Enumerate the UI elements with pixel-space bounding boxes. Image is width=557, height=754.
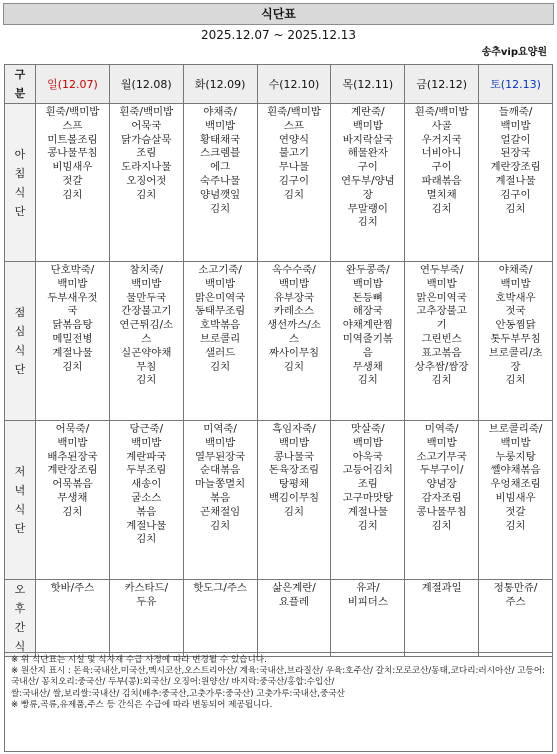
menu-item: 표고볶음	[421, 346, 462, 359]
menu-item: 구이	[357, 161, 378, 174]
menu-cell	[36, 262, 110, 421]
note-line: ※ 위 식단표는 시설 및 식자재 수급 사정에 따라 변경될 수 있습니다.	[11, 655, 267, 665]
menu-item: 김치	[136, 533, 157, 546]
menu-item: 스프	[62, 119, 83, 132]
menu-item: 핫바/주스	[50, 582, 95, 594]
menu-item: 김치	[357, 216, 378, 229]
menu-item: 굴소스	[131, 491, 162, 504]
menu-item: 흰죽/백미밥	[414, 106, 469, 118]
menu-item: 계절나물	[495, 174, 536, 187]
menu-cell	[183, 580, 257, 657]
menu-item: 백미밥	[500, 119, 531, 132]
menu-item: 젓갈	[62, 174, 83, 187]
menu-cell	[479, 580, 553, 657]
menu-item: 두유	[136, 595, 157, 608]
menu-item: 백미밥	[205, 277, 236, 290]
menu-item: 콩나물국	[273, 450, 315, 463]
meal-label-lunch: 점심식단	[5, 262, 36, 421]
menu-item: 안동찜닭	[495, 319, 536, 332]
menu-item: 어묵국	[131, 119, 162, 132]
menu-item: 야채죽/	[203, 106, 237, 118]
menu-item: 단호박죽/	[50, 264, 95, 276]
menu-item: 곤채절임	[200, 505, 241, 518]
menu-item: 비빔새우	[495, 491, 536, 504]
menu-item: 김구이	[278, 174, 310, 187]
menu-item: 계절나물	[347, 505, 388, 518]
menu-item: 볶음	[210, 491, 231, 504]
menu-item: 정통만쥬/	[493, 582, 538, 594]
menu-cell	[257, 580, 331, 657]
menu-item: 김치	[210, 360, 231, 373]
menu-cell	[331, 421, 405, 580]
menu-item: 백미밥	[57, 436, 88, 449]
menu-item: 우엉채조림	[490, 478, 541, 491]
menu-item: 장	[510, 360, 521, 373]
menu-item: 계절나물	[126, 519, 167, 532]
menu-item: 돈등뼈	[352, 291, 383, 304]
menu-item: 연근튀김/소	[119, 319, 174, 332]
menu-item: 젓갈	[505, 505, 526, 518]
menu-item: 미역죽/	[203, 423, 237, 435]
menu-cell	[257, 421, 331, 580]
menu-item: 고등어김치	[342, 464, 393, 477]
menu-item: 야채계란찜	[342, 319, 393, 332]
meal-row-lunch	[5, 262, 553, 421]
menu-item: 백미밥	[278, 436, 310, 449]
menu-item: 계란파국	[126, 450, 167, 463]
organization-name: 송추vip요양원	[481, 47, 547, 58]
menu-item: 요플레	[278, 595, 310, 608]
menu-item: 상추쌈/쌈장	[414, 360, 469, 373]
menu-item: 백미밥	[426, 277, 457, 290]
menu-cell	[109, 262, 183, 421]
menu-item: 구이	[431, 161, 452, 174]
meal-label-breakfast: 아침식단	[5, 104, 36, 262]
meal-row-snack	[5, 580, 553, 657]
menu-item: 맛살죽/	[350, 423, 385, 435]
menu-item: 김치	[505, 374, 526, 387]
menu-item: 메밀전병	[52, 332, 93, 345]
menu-cell	[257, 262, 331, 421]
menu-item: 짜사이무침	[268, 346, 320, 359]
menu-item: 무말랭이	[347, 202, 388, 215]
menu-title: 식단표	[3, 3, 554, 25]
menu-item: 간장불고기	[121, 305, 172, 318]
menu-item: 김치	[283, 188, 304, 201]
menu-item: 계란장조림	[47, 464, 98, 477]
menu-item: 아욱국	[352, 450, 383, 463]
menu-item: 백미밥	[500, 277, 531, 290]
menu-item: 흑임자죽/	[272, 423, 316, 435]
meal-label-dinner: 저녁식단	[5, 421, 36, 580]
menu-item: 당근죽/	[129, 423, 164, 435]
menu-item: 탕평채	[278, 478, 310, 491]
corner-label: 구분	[5, 65, 36, 104]
menu-item: 김치	[431, 519, 452, 532]
menu-item: 콩나물무침	[47, 147, 98, 160]
menu-item: 김치	[357, 519, 378, 532]
menu-item: 백미밥	[57, 277, 88, 290]
menu-item: 백미밥	[205, 436, 236, 449]
menu-cell	[36, 421, 110, 580]
menu-item: 황태채국	[200, 133, 241, 146]
menu-item: 호박볶음	[200, 319, 241, 332]
menu-item: 비피더스	[347, 595, 388, 608]
menu-item: 기	[436, 319, 447, 332]
menu-cell	[183, 104, 257, 262]
menu-item: 맑은미역국	[416, 291, 467, 304]
day-header-sun: 일(12.07)	[36, 65, 110, 104]
menu-item: 스	[288, 332, 299, 345]
menu-item: 감자조림	[421, 491, 462, 504]
menu-item: 백미밥	[278, 277, 310, 290]
menu-item: 해장국	[352, 305, 383, 318]
menu-cell	[183, 262, 257, 421]
menu-item: 두부조림	[126, 464, 167, 477]
menu-item: 브로콜리/초	[488, 346, 543, 359]
menu-item: 장	[362, 188, 373, 201]
menu-item: 연두부/양념	[340, 174, 395, 187]
menu-item: 양념장	[426, 478, 457, 491]
menu-item: 쏄야채볶음	[490, 464, 541, 477]
menu-item: 백미밥	[131, 277, 162, 290]
meal-row-dinner	[5, 421, 553, 580]
menu-cell	[479, 262, 553, 421]
menu-item: 스프	[283, 119, 304, 132]
menu-cell	[405, 421, 479, 580]
menu-item: 얼갈이	[500, 133, 531, 146]
menu-item: 닭볶음탕	[52, 319, 93, 332]
menu-item: 김치	[505, 202, 526, 215]
menu-item: 들깨죽/	[498, 106, 533, 118]
menu-item: 참치죽/	[129, 264, 164, 276]
menu-cell	[36, 580, 110, 657]
menu-item: 옥수수죽/	[272, 264, 316, 276]
menu-item: 파래볶음	[421, 174, 462, 187]
menu-item: 두부구이/	[419, 464, 464, 477]
menu-item: 흰죽/백미밥	[267, 106, 321, 118]
menu-item: 젓국	[505, 305, 526, 318]
menu-item: 백미밥	[352, 119, 383, 132]
menu-item: 김치	[505, 519, 526, 532]
menu-item: 계절나물	[52, 346, 93, 359]
menu-cell	[479, 421, 553, 580]
day-header-mon: 월(12.08)	[109, 65, 183, 104]
day-header-row	[5, 65, 553, 104]
menu-item: 백미밥	[426, 436, 457, 449]
menu-item: 호박새우	[495, 291, 536, 304]
menu-item: 샐러드	[205, 346, 236, 359]
day-header-wed: 수(12.10)	[257, 65, 331, 104]
menu-item: 미역죽/	[424, 423, 459, 435]
menu-item: 돈육장조림	[268, 464, 320, 477]
menu-item: 백미밥	[352, 436, 383, 449]
day-header-thu: 목(12.11)	[331, 65, 405, 104]
menu-item: 우거지국	[421, 133, 462, 146]
menu-item: 해물완자	[347, 147, 388, 160]
weekly-menu-table	[4, 64, 553, 657]
menu-item: 계절과일	[421, 582, 462, 594]
menu-item: 김치	[283, 360, 304, 373]
menu-item: 김치	[283, 505, 304, 518]
menu-item: 김치	[62, 505, 83, 518]
menu-item: 미역줄기볶	[342, 332, 393, 345]
menu-item: 음	[362, 346, 373, 359]
menu-item: 국	[67, 305, 78, 318]
day-header-tue: 화(12.09)	[183, 65, 257, 104]
menu-item: 김치	[210, 202, 231, 215]
menu-cell	[405, 104, 479, 262]
menu-item: 맑은미역국	[195, 291, 246, 304]
menu-item: 유과/	[356, 582, 380, 594]
menu-cell	[183, 421, 257, 580]
menu-item: 스	[141, 332, 152, 345]
menu-item: 어묵죽/	[55, 423, 90, 435]
menu-item: 백미밥	[352, 277, 383, 290]
meal-row-breakfast	[5, 104, 553, 262]
menu-item: 흰죽/백미밥	[119, 106, 174, 118]
menu-item: 김치	[431, 374, 452, 387]
meal-label-snack: 오후간식	[5, 580, 36, 657]
menu-item: 열무된장국	[195, 450, 246, 463]
note-line: 쌀:국내산/ 쌀,보리쌀:국내산/ 김치(배추:중국산,고춧가루:중국산) 고춧가루:국내산,중국산	[11, 688, 345, 699]
menu-item: 된장국	[500, 147, 531, 160]
menu-item: 완두콩죽/	[345, 264, 390, 276]
menu-item: 동태무조림	[195, 305, 246, 318]
menu-item: 미트볼조림	[47, 133, 98, 146]
menu-item: 김치	[431, 202, 452, 215]
menu-cell	[109, 421, 183, 580]
menu-item: 순대볶음	[200, 464, 241, 477]
menu-cell	[36, 104, 110, 262]
menu-item: 사골	[431, 119, 452, 132]
menu-item: 무침	[136, 360, 157, 373]
menu-item: 배추된장국	[47, 450, 98, 463]
menu-item: 조림	[357, 478, 378, 491]
menu-item: 에그	[210, 161, 231, 174]
menu-item: 새송이	[131, 478, 162, 491]
menu-item: 백미밥	[205, 119, 236, 132]
menu-item: 연두부죽/	[419, 264, 464, 276]
menu-item: 카스타드/	[124, 582, 169, 594]
menu-item: 오징어젓	[126, 174, 167, 187]
day-header-sat: 토(12.13)	[479, 65, 553, 104]
menu-item: 김치	[62, 360, 83, 373]
menu-item: 브로콜리	[200, 332, 241, 345]
menu-item: 마늘쫑멸치	[195, 478, 246, 491]
menu-item: 멸치채	[426, 188, 457, 201]
menu-item: 무나물	[278, 161, 310, 174]
menu-item: 양념깻잎	[200, 188, 241, 201]
menu-item: 소고기죽/	[198, 264, 242, 276]
menu-item: 김치	[357, 374, 378, 387]
menu-item: 누룽지탕	[495, 450, 536, 463]
menu-item: 그린빈스	[421, 332, 462, 345]
menu-item: 어묵볶음	[52, 478, 93, 491]
menu-item: 무생채	[352, 360, 383, 373]
menu-cell	[405, 580, 479, 657]
menu-item: 브로콜리죽/	[488, 423, 543, 435]
menu-item: 비빔새우	[52, 161, 93, 174]
menu-item: 유부장국	[273, 291, 315, 304]
menu-item: 소고기무국	[416, 450, 467, 463]
menu-item: 김치	[210, 519, 231, 532]
menu-item: 볶음	[136, 505, 157, 518]
menu-item: 연양식	[278, 133, 310, 146]
menu-item: 너비아니	[421, 147, 462, 160]
menu-cell	[331, 262, 405, 421]
menu-cell	[257, 104, 331, 262]
menu-item: 톳두부무침	[490, 332, 541, 345]
menu-cell	[331, 104, 405, 262]
menu-item: 백김이무침	[268, 491, 320, 504]
menu-cell	[405, 262, 479, 421]
menu-item: 바지락살국	[342, 133, 393, 146]
menu-item: 흰죽/백미밥	[45, 106, 100, 118]
menu-item: 도라지나물	[121, 161, 172, 174]
menu-cell	[109, 580, 183, 657]
menu-item: 무생채	[57, 491, 88, 504]
menu-item: 콩나물무침	[416, 505, 467, 518]
menu-item: 핫도그/주스	[193, 582, 247, 594]
menu-item: 백미밥	[131, 436, 162, 449]
menu-item: 닭가슴살묵	[121, 133, 172, 146]
menu-item: 불고기	[278, 147, 310, 160]
day-header-fri: 금(12.12)	[405, 65, 479, 104]
date-range: 2025.12.07 ~ 2025.12.13	[200, 28, 357, 42]
menu-item: 두부새우젓	[47, 291, 98, 304]
menu-cell	[109, 104, 183, 262]
menu-item: 계란죽/	[350, 106, 385, 118]
menu-item: 김구이	[500, 188, 531, 201]
menu-item: 실곤약야채	[121, 346, 172, 359]
menu-item: 삶은계란/	[272, 582, 316, 594]
notes-section	[4, 652, 553, 752]
menu-item: 카레소스	[273, 305, 315, 318]
menu-item: 숙주나물	[200, 174, 241, 187]
menu-item: 스크렘블	[200, 147, 241, 160]
menu-cell	[331, 580, 405, 657]
menu-item: 김치	[136, 188, 157, 201]
menu-item: 고구마맛탕	[342, 491, 393, 504]
menu-item: 김치	[62, 188, 83, 201]
menu-item: 김치	[136, 374, 157, 387]
menu-item: 백미밥	[500, 436, 531, 449]
menu-item: 조림	[136, 147, 157, 160]
menu-item: 야채죽/	[498, 264, 533, 276]
note-line: ※ 빵류,곡류,유제품,주스 등 간식은 수급에 따라 변동되어 제공됩니다.	[11, 699, 273, 710]
menu-cell	[479, 104, 553, 262]
menu-item: 생선까스/소	[267, 319, 321, 332]
menu-item: 계란장조림	[490, 161, 541, 174]
menu-item: 고추장불고	[416, 305, 467, 318]
menu-item: 물만두국	[126, 291, 167, 304]
note-line: ※ 원산지 표시 : 돈육:국내산,미국산,멕시코산,오스트리아산/ 계육:국내산,브라질산/ 우육:호주산/ 갈치:모로코산/동태,코다리:러시아산/ 고등어:국내산/ 꽁치오리:중국산/ 두부(콩):외국산/ 오징어:원양산/ 바지락:중국산/홍합:수입산/	[11, 666, 546, 688]
menu-item: 주스	[505, 595, 526, 608]
